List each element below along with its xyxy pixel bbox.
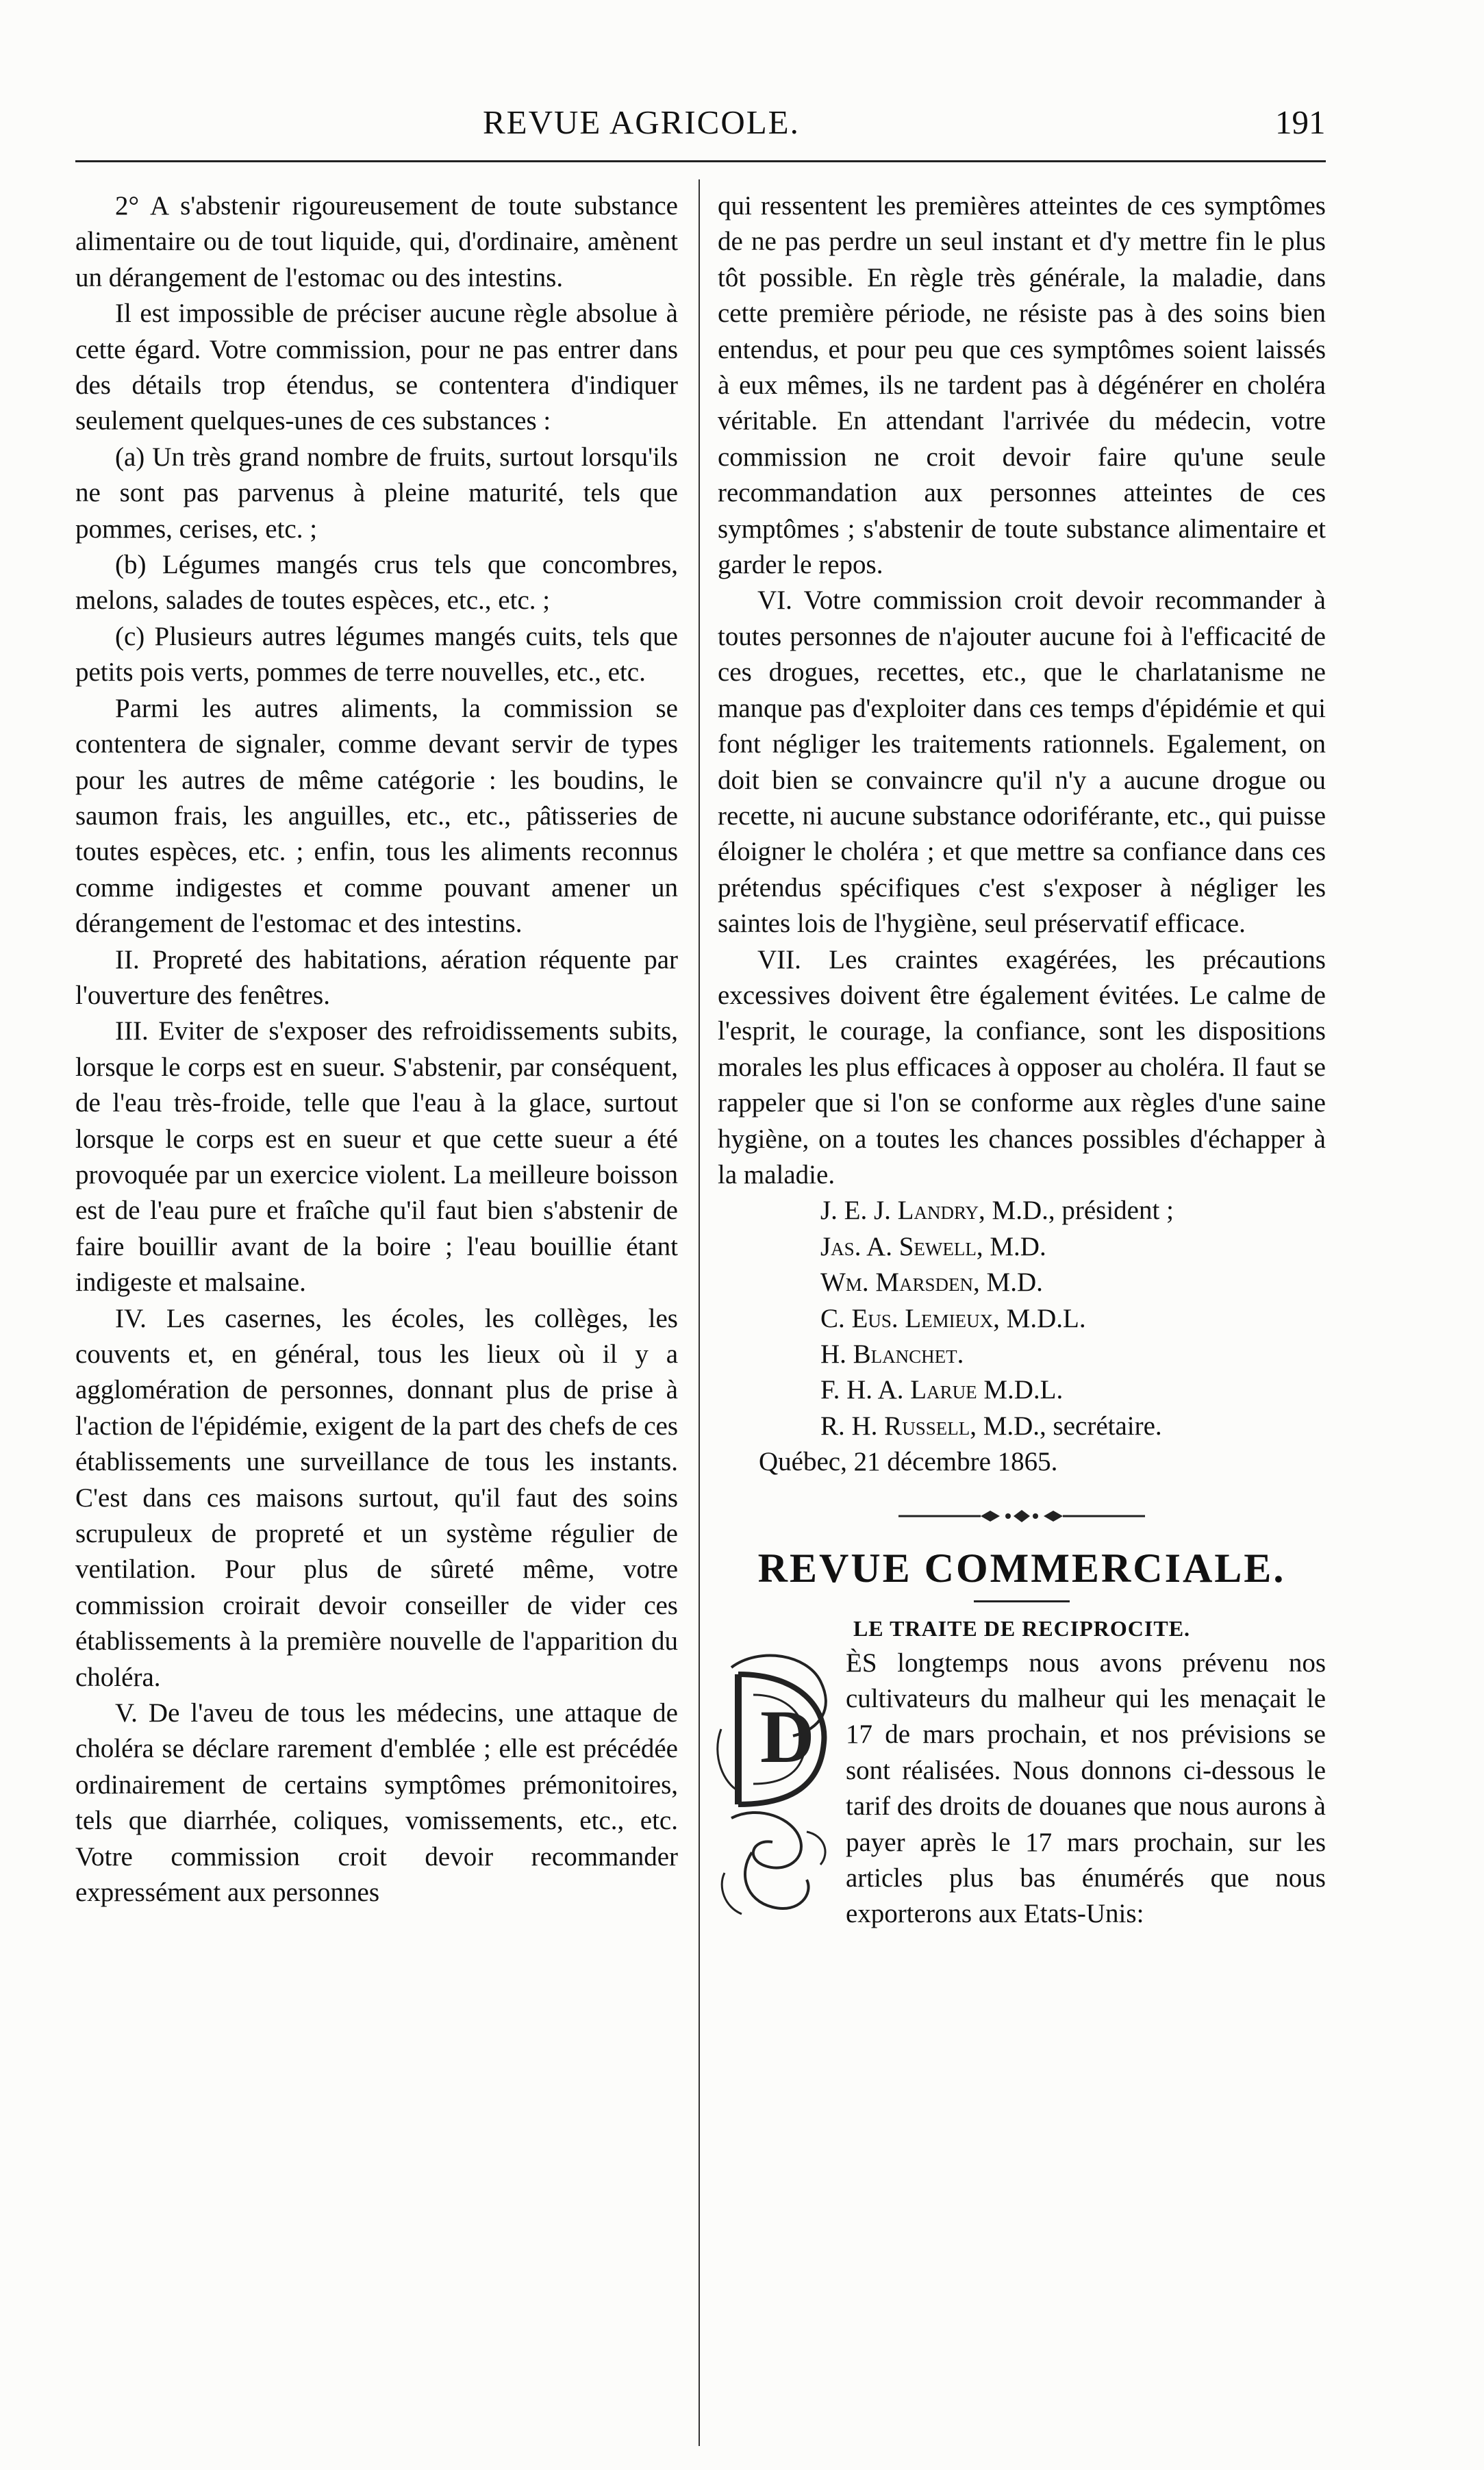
paragraph: V. De l'aveu de tous les médecins, une attaque de choléra se déclare rarement d'emblée ; elle est précédée ordinairement de certains symptômes prémonitoires, tels que diarrhée, coliques, vomissements, etc., etc. Votre commission croit devoir recommander expressément aux personnes [75, 1698, 678, 1908]
paragraph: III. Eviter de s'exposer des refroidissements subits, lorsque le corps est en sueur. S'abstenir, par conséquent, de l'eau très-froide, telle que l'eau à la glace, surtout lorsque le corps est en sueur et que cette sueur a été provoquée par un exercice violent. La meilleure boisson est de l'eau pure et fraîche qu'il faut bien s'abstenir de faire bouillir avant de la boire ; l'eau bouillie étant indigeste et malsaine. [75, 1016, 678, 1298]
paragraph: 2° A s'abstenir rigoureusement de toute substance alimentaire ou de tout liquide, qui, d'ordinaire, amènent un dérangement de l'estomac ou des intestins. [75, 191, 678, 292]
signatory-name: J. E. J. Landry [820, 1196, 979, 1226]
signatory-name: C. Eus. Lemieux [820, 1303, 994, 1333]
signature-line [718, 1337, 1326, 1372]
right-column [718, 188, 1326, 1932]
paragraph: (b) Légumes mangés crus tels que concombres, melons, salades de toutes espèces, etc., etc. ; [75, 550, 678, 616]
signatory-title: , M.D.L. [993, 1303, 1086, 1333]
section-title: REVUE COMMERCIALE. [757, 1545, 1286, 1591]
paragraph: (a) Un très grand nombre de fruits, surtout lorsqu'ils ne sont pas parvenus à pleine maturité, tels que pommes, cerises, etc. ; [75, 442, 678, 544]
signature-line [718, 1301, 1326, 1337]
dropcap-letter: D [760, 1694, 815, 1778]
article-body [718, 1646, 1326, 1932]
signature-block [718, 1193, 1326, 1444]
date-line: Québec, 21 décembre 1865. [759, 1447, 1058, 1477]
paragraph: II. Propreté des habitations, aération réquente par l'ouverture des fenêtres. [75, 944, 678, 1010]
signatory-name: Jas. A. Sewell [820, 1231, 977, 1261]
column-divider [699, 179, 700, 2446]
signature-line [718, 1265, 1326, 1300]
signatory-title: , M.D. [973, 1268, 1043, 1298]
signatory-name: Wm. Marsden [820, 1268, 974, 1298]
paragraph: (c) Plusieurs autres légumes mangés cuits, tels que petits pois verts, pommes de terre nouvelles, etc., etc. [75, 621, 678, 688]
ornament-divider-icon [898, 1508, 1145, 1524]
signatory-name: R. H. Russell [820, 1411, 970, 1441]
paragraph: Il est impossible de préciser aucune règle absolue à cette égard. Votre commission, pour ne pas entrer dans des détails trop étendus, se contentera d'indiquer seulement quelques-unes de ces substances : [75, 299, 678, 436]
signatory-title: , M.D., secrétaire. [970, 1411, 1162, 1441]
signatory-title: M.D.L. [977, 1375, 1064, 1405]
running-header: REVUE AGRICOLE. [483, 103, 800, 141]
article-paragraph: ÈS longtemps nous avons prévenu nos cultivateurs du malheur qui les menaçait le 17 de mars prochain, et nos prévisions se sont réalisées. Nous donnons ci-dessous le tarif des droits de douanes que nous aurons à payer après le 17 mars prochain, sur les articles plus bas énumérés que nous exporterons aux Etats-Unis: [846, 1648, 1326, 1929]
signatory-title: . [957, 1339, 964, 1369]
header-rule [75, 160, 1326, 162]
paragraph: VII. Les craintes exagérées, les précautions excessives doivent être également évitées. Le calme de l'esprit, le courage, la confiance, sont les dispositions morales les plus efficaces à opposer au choléra. Il faut se rappeler que si l'on se conforme aux règles d'une saine hygiène, on a toutes les chances possibles d'échapper à la maladie. [718, 944, 1326, 1189]
paragraph: qui ressentent les premières atteintes de ces symptômes de ne pas perdre un seul instant et d'y mettre fin le plus tôt possible. En règle très générale, la maladie, dans cette première période, ne résiste pas à des soins bien entendus, et pour peu que ces symptômes soient laissés à eux mêmes, ils ne tardent pas à dégénérer en choléra véritable. En attendant l'arrivée du médecin, votre commission ne croit devoir faire qu'une seule recommandation aux personnes atteintes de ces symptômes ; s'abstenir de toute substance alimentaire et garder le repos. [718, 191, 1326, 580]
page-number: 191 [1275, 103, 1326, 141]
signature-line [718, 1229, 1326, 1265]
article-subhead: LE TRAITE DE RECIPROCITE. [853, 1615, 1191, 1641]
signatory-title: , M.D. [976, 1231, 1046, 1261]
title-rule [974, 1600, 1070, 1602]
left-column [75, 188, 678, 1911]
ornamental-dropcap-icon [711, 1647, 838, 1928]
signature-line [718, 1193, 1326, 1228]
signatory-name: F. H. A. Larue [820, 1375, 977, 1405]
paragraph: Parmi les autres aliments, la commission se contentera de signaler, comme devant servir de types pour les autres de même catégorie : les boudins, le saumon frais, les anguilles, etc., etc., pâtisseries de toutes espèces, etc. ; enfin, tous les aliments reconnus comme indigestes et comme pouvant amener un dérangement de l'estomac et des intestins. [75, 693, 678, 939]
paragraph: IV. Les casernes, les écoles, les collèges, les couvents et, en général, tous les lieux où il y a agglomération de personnes, donnant plus de prise à l'action de l'épidémie, exigent de la part des chefs de ces établissements une surveillance de tous les instants. C'est dans ces maisons surtout, qu'il faut des soins scrupuleux de propreté et un système régulier de ventilation. Pour plus de sûreté même, votre commission croirait devoir conseiller de vider ces établissements à la première nouvelle de l'apparition du choléra. [75, 1303, 678, 1692]
signatory-title: , M.D., président ; [979, 1196, 1174, 1226]
signature-line [718, 1372, 1326, 1408]
signatory-name: H. Blanchet [820, 1339, 957, 1369]
signature-line [718, 1409, 1326, 1444]
paragraph: VI. Votre commission croit devoir recommander à toutes personnes de n'ajouter aucune foi à l'efficacité de ces drogues, recettes, etc., que le charlatanisme ne manque pas d'exploiter dans ces temps d'épidémie et qui font négliger les traitements rationnels. Egalement, on doit bien se convaincre qu'il n'y a aucune drogue ou recette, ni aucune substance odoriférante, etc., qui puisse éloigner le choléra ; et que mettre sa confiance dans ces prétendus spécifiques c'est s'exposer à négliger les saintes lois de l'hygiène, seul préservatif efficace. [718, 585, 1326, 939]
